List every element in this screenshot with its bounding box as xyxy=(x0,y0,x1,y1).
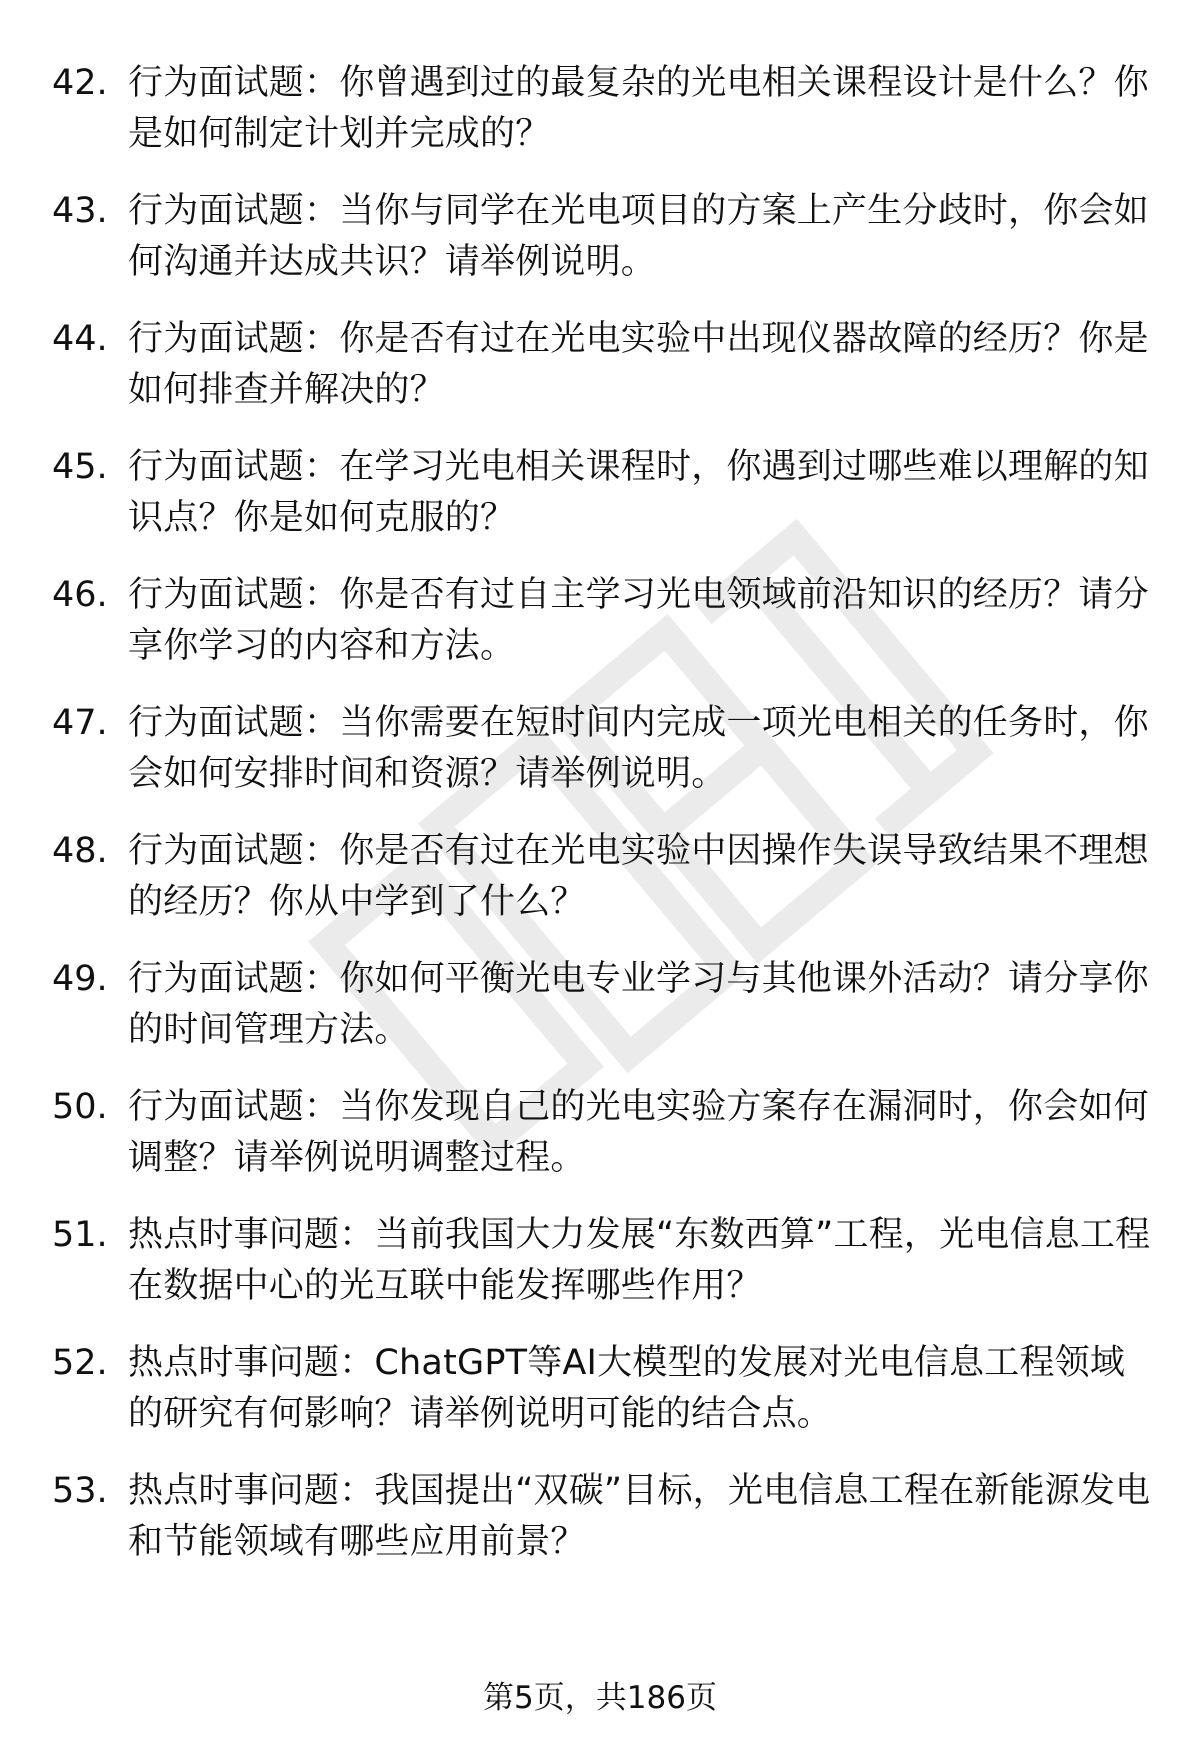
question-text: 热点时事问题：我国提出“双碳”目标，光电信息工程在新能源发电和节能领域有哪些应用前景？ xyxy=(128,1471,1151,1562)
question-number: 49. xyxy=(52,959,108,999)
question-number: 44. xyxy=(52,319,108,359)
question-text: 热点时事问题：ChatGPT等AI大模型的发展对光电信息工程领域的研究有何影响？请举例说明可能的结合点。 xyxy=(128,1343,1126,1434)
question-item-52 xyxy=(52,1338,1152,1440)
question-number: 52. xyxy=(52,1343,108,1383)
question-number: 50. xyxy=(52,1087,108,1127)
question-text: 行为面试题：你是否有过在光电实验中出现仪器故障的经历？你是如何排查并解决的？ xyxy=(128,319,1149,410)
question-item-53 xyxy=(52,1466,1152,1568)
question-item-50 xyxy=(52,1082,1152,1184)
question-number: 42. xyxy=(52,63,108,103)
question-item-44 xyxy=(52,314,1152,416)
question-number: 43. xyxy=(52,191,108,231)
question-number: 45. xyxy=(52,447,108,487)
question-text: 行为面试题：当你需要在短时间内完成一项光电相关的任务时，你会如何安排时间和资源？请举例说明。 xyxy=(128,703,1149,794)
question-text: 热点时事问题：当前我国大力发展“东数西算”工程，光电信息工程在数据中心的光互联中能发挥哪些作用？ xyxy=(128,1215,1151,1306)
question-item-45 xyxy=(52,442,1152,544)
question-number: 47. xyxy=(52,703,108,743)
question-item-47 xyxy=(52,698,1152,800)
question-item-48 xyxy=(52,826,1152,928)
page-indicator: 第5页，共186页 xyxy=(483,1680,717,1716)
question-item-51 xyxy=(52,1210,1152,1312)
question-number: 46. xyxy=(52,575,108,615)
question-text: 行为面试题：你是否有过自主学习光电领域前沿知识的经历？请分享你学习的内容和方法。 xyxy=(128,575,1149,666)
question-text: 行为面试题：你曾遇到过的最复杂的光电相关课程设计是什么？你是如何制定计划并完成的？ xyxy=(128,63,1149,154)
question-text: 行为面试题：在学习光电相关课程时，你遇到过哪些难以理解的知识点？你是如何克服的？ xyxy=(128,447,1149,538)
question-item-43 xyxy=(52,186,1152,288)
question-item-46 xyxy=(52,570,1152,672)
question-list xyxy=(52,58,1152,1594)
question-text: 行为面试题：你是否有过在光电实验中因操作失误导致结果不理想的经历？你从中学到了什么？ xyxy=(128,831,1149,922)
question-text: 行为面试题：你如何平衡光电专业学习与其他课外活动？请分享你的时间管理方法。 xyxy=(128,959,1149,1050)
question-number: 48. xyxy=(52,831,108,871)
question-text: 行为面试题：当你与同学在光电项目的方案上产生分歧时，你会如何沟通并达成共识？请举例说明。 xyxy=(128,191,1149,282)
question-number: 53. xyxy=(52,1471,108,1511)
question-text: 行为面试题：当你发现自己的光电实验方案存在漏洞时，你会如何调整？请举例说明调整过程。 xyxy=(128,1087,1149,1178)
question-item-49 xyxy=(52,954,1152,1056)
question-item-42 xyxy=(52,58,1152,160)
question-number: 51. xyxy=(52,1215,108,1255)
